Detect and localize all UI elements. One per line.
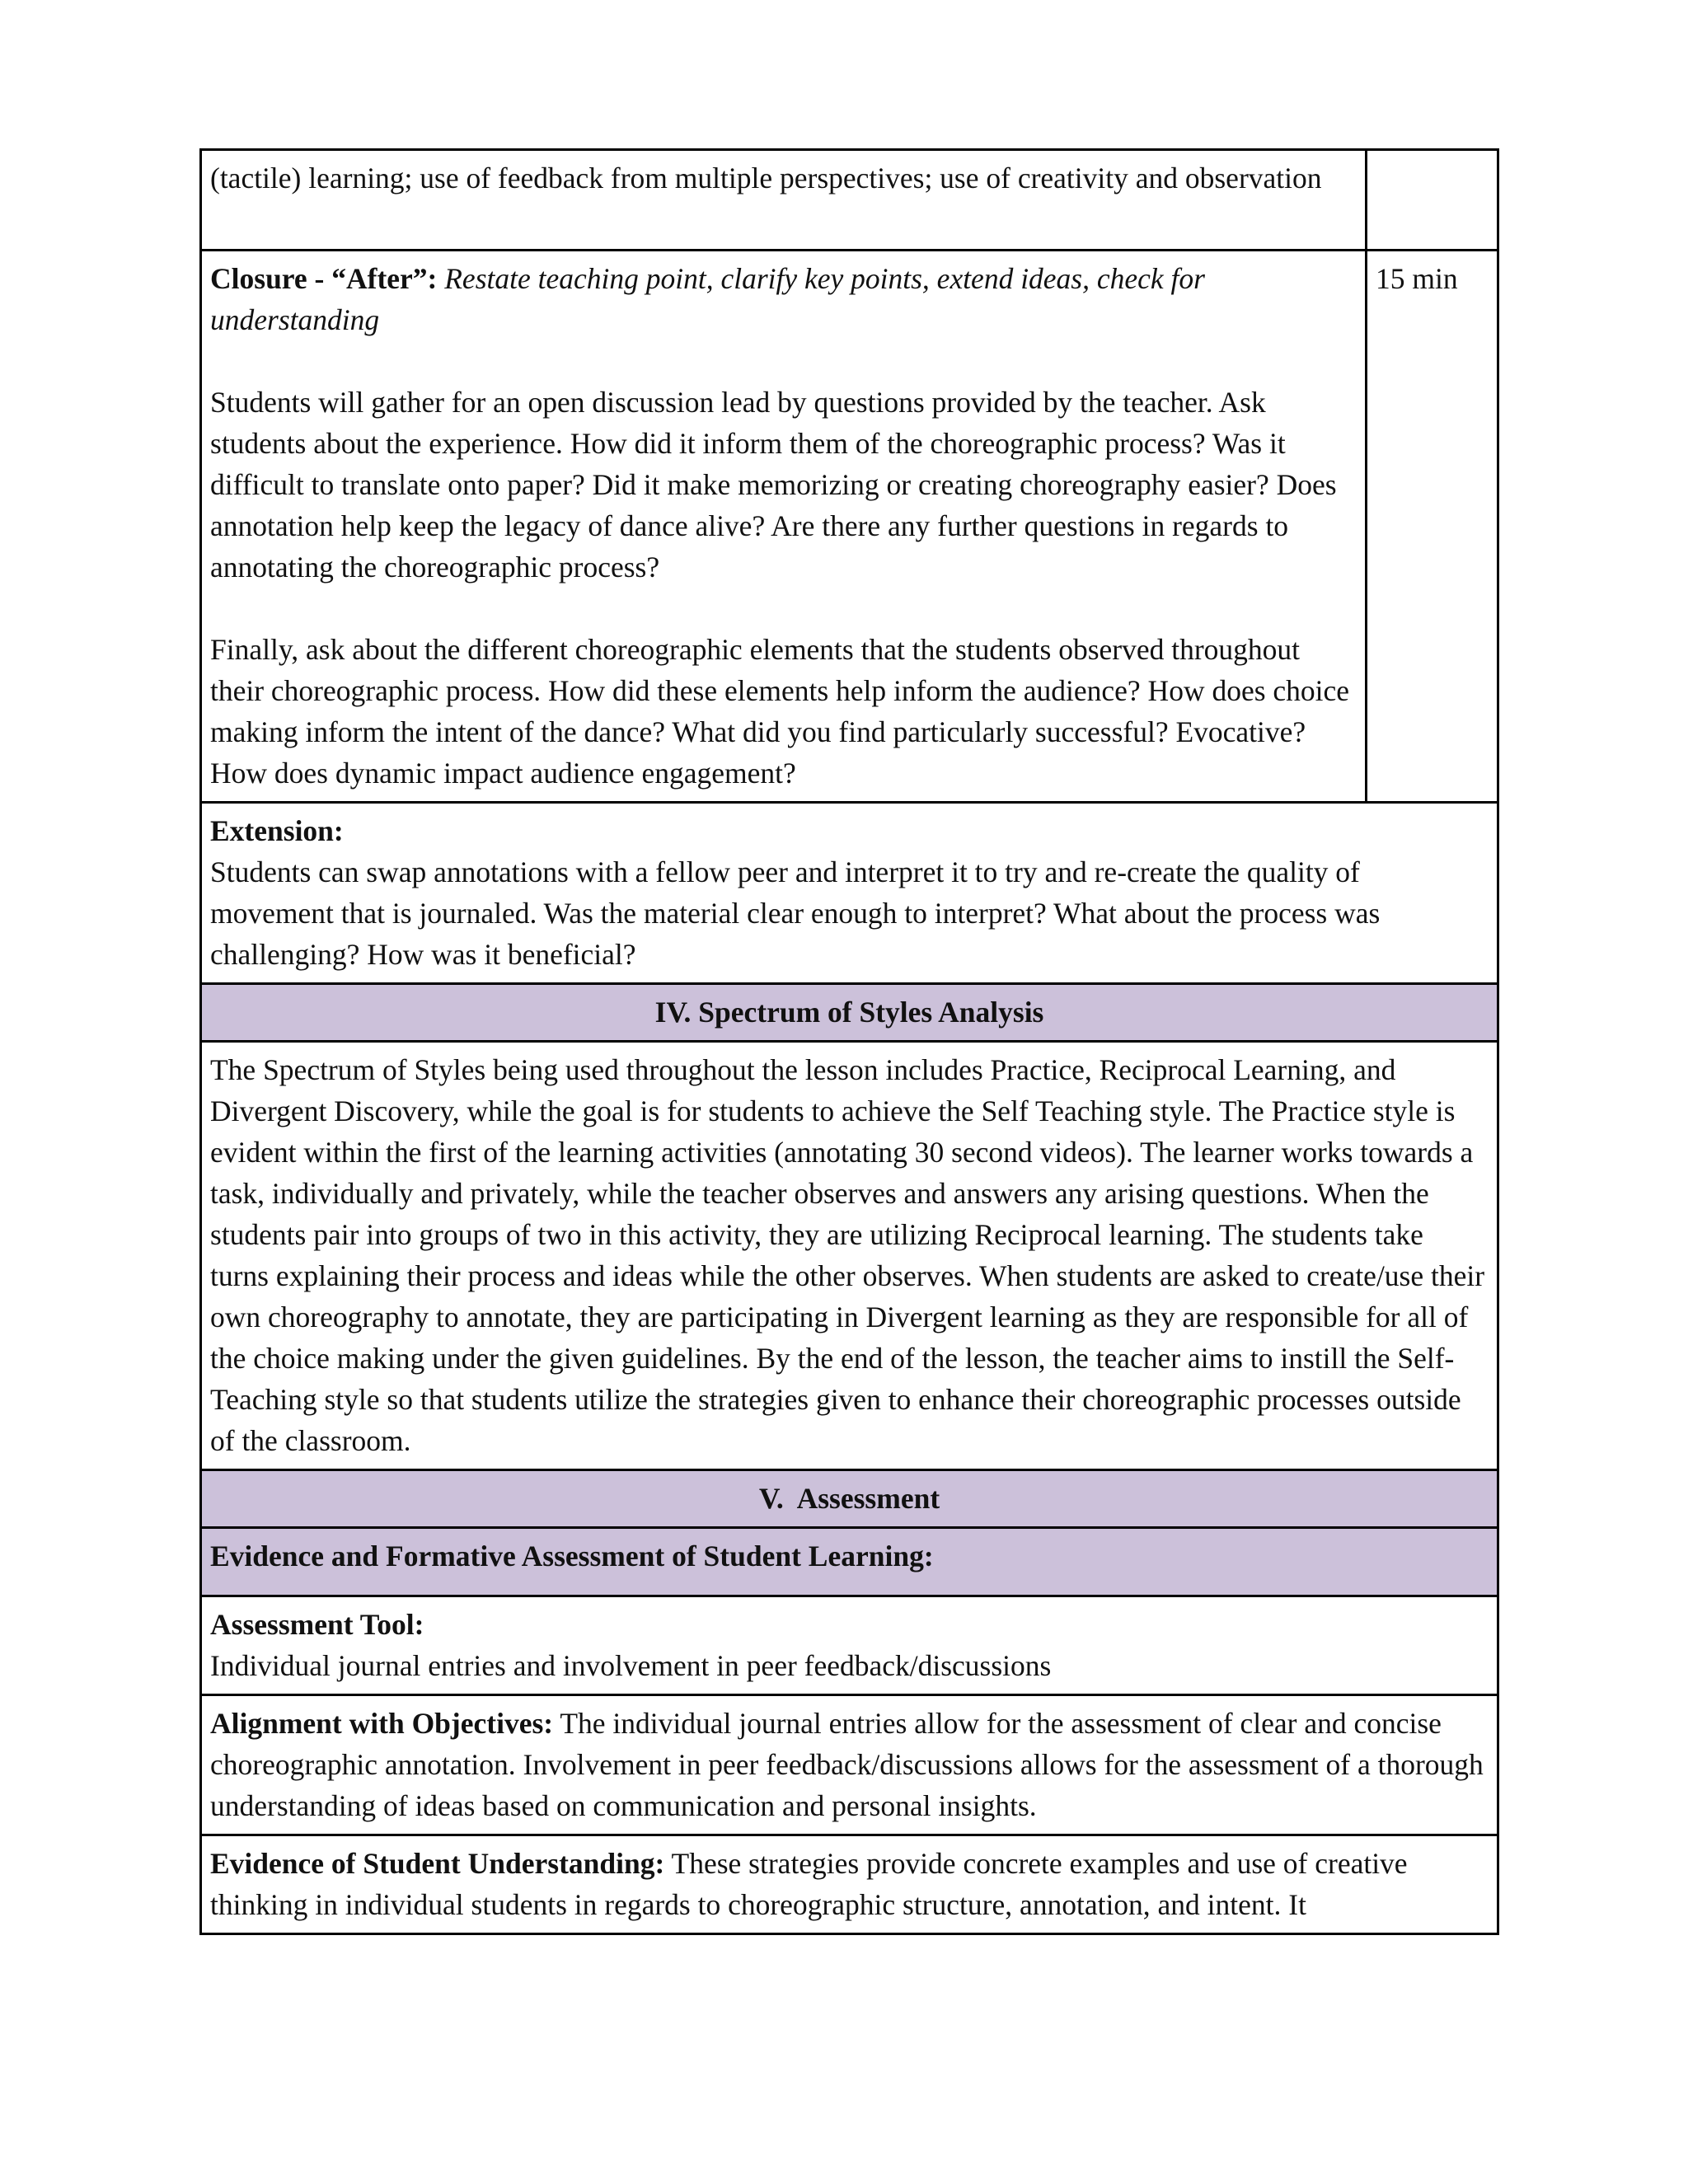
continuation-time-cell [1367, 150, 1498, 251]
closure-row [201, 251, 1498, 803]
alignment-heading: Alignment with Objectives: [210, 1707, 554, 1740]
spectrum-text-cell [201, 1042, 1498, 1470]
assessment-subheader-row [201, 1528, 1498, 1596]
closure-time: 15 min [1376, 262, 1458, 295]
closure-time-cell [1367, 251, 1498, 803]
assessment-subheading: Evidence and Formative Assessment of Student Learning: [210, 1540, 934, 1572]
continuation-row [201, 150, 1498, 251]
extension-heading: Extension: [210, 814, 344, 847]
assessment-heading: V. Assessment [758, 1482, 940, 1515]
spectrum-text: The Spectrum of Styles being used throughout the lesson includes Practice, Reciprocal Learning, and Divergent Discovery, while the goal is for students to achieve the Self Teaching style. The Practice style is evident within the first of the learning activities (annotating 30 second videos). The learner works towards a task, individually and privately, while the teacher observes and answers any arising questions. When the students pair into groups of two in this activity, they are utilizing Reciprocal learning. The students take turns explaining their process and ideas while the other observes. When students are asked to create/use their own choreography to annotate, they are participating in Divergent learning as they are responsible for all of the choice making under the given guidelines. By the end of the lesson, the teacher aims to instill the Self-Teaching style so that students utilize the strategies given to enhance their choreographic processes outside of the classroom. [210, 1053, 1485, 1457]
assessment-tool-text: Individual journal entries and involvement in peer feedback/discussions [210, 1649, 1052, 1682]
spacer [210, 340, 1357, 382]
alignment-text: The individual journal entries allow for the assessment of clear and concise choreographic annotation. Involvement in peer feedback/discussions allows for the assessment of a thorough understanding of ideas based on communication and personal insights. [210, 1707, 1484, 1822]
closure-cell [201, 251, 1367, 803]
assessment-header-row [201, 1470, 1498, 1528]
spectrum-header-row [201, 984, 1498, 1042]
spectrum-text-row [201, 1042, 1498, 1470]
assessment-header-cell [201, 1470, 1498, 1528]
evidence-text: These strategies provide concrete examples and use of creative thinking in individual students in regards to choreographic structure, annotation, and intent. It [210, 1847, 1408, 1921]
extension-text: Students can swap annotations with a fellow peer and interpret it to try and re-create the quality of movement that is journaled. Was the material clear enough to interpret? What about the process was challenging? How was it beneficial? [210, 855, 1381, 971]
closure-prompt: Restate teaching point, clarify key points, extend ideas, check for understanding [210, 262, 1205, 336]
assessment-tool-row [201, 1596, 1498, 1695]
assessment-subheader-cell [201, 1528, 1498, 1596]
closure-paragraph-1: Students will gather for an open discussion lead by questions provided by the teacher. Ask students about the experience. How did it inform them of the choreographic process? Was it difficult to translate onto paper? Did it make memorizing or creating choreography easier? Does annotation help keep the legacy of dance alive? Are there any further questions in regards to annotating the choreographic process? [210, 386, 1337, 583]
alignment-row [201, 1695, 1498, 1835]
evidence-heading: Evidence of Student Understanding: [210, 1847, 665, 1880]
evidence-cell [201, 1835, 1498, 1934]
continuation-text: (tactile) learning; use of feedback from multiple perspectives; use of creativity and observation [210, 162, 1322, 194]
extension-row [201, 803, 1498, 984]
assessment-tool-heading: Assessment Tool: [210, 1608, 424, 1641]
spacer [210, 588, 1357, 629]
spectrum-header-cell [201, 984, 1498, 1042]
closure-paragraph-2: Finally, ask about the different choreographic elements that the students observed throughout their choreographic process. How did these elements help inform the audience? How does choice making inform the intent of the dance? What did you find particularly successful? Evocative? How does dynamic impact audience engagement? [210, 633, 1350, 790]
closure-heading: Closure - “After”: [210, 262, 438, 295]
extension-cell [201, 803, 1498, 984]
evidence-row [201, 1835, 1498, 1934]
spectrum-heading: IV. Spectrum of Styles Analysis [654, 996, 1044, 1029]
alignment-cell [201, 1695, 1498, 1835]
lesson-plan-table [199, 148, 1499, 1935]
continuation-cell [201, 150, 1367, 251]
assessment-tool-cell [201, 1596, 1498, 1695]
